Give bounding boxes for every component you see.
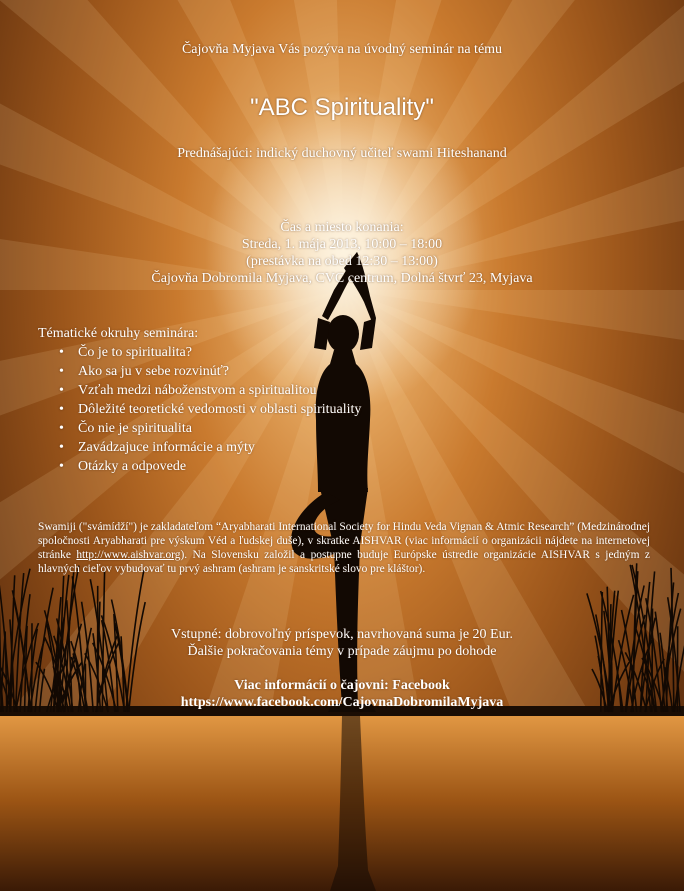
fee-line: Vstupné: dobrovoľný príspevok, navrhovaná suma je 20 Eur.	[170, 627, 513, 642]
topics-section	[38, 324, 361, 476]
topic-item: • Dôležité teoretické vedomosti v oblasti spirituality	[38, 400, 361, 419]
about-paragraph	[38, 520, 650, 576]
topic-item: • Čo je to spiritualita?	[38, 343, 361, 362]
facebook-url: https://www.facebook.com/CajovnaDobromilaMyjava	[180, 695, 504, 710]
venue-break: (prestávka na obed 12:30 – 13:00)	[246, 254, 438, 269]
topics-heading: Tématické okruhy seminára:	[38, 326, 199, 341]
topic-item: • Ako sa ju v sebe rozvinúť?	[38, 362, 361, 381]
aishvar-link[interactable]: http://www.aishvar.org	[76, 549, 181, 561]
lecturer-line: Prednášajúci: indický duchovný učiteľ swami Hiteshanand	[177, 146, 507, 161]
topic-item: • Otázky a odpovede	[38, 457, 361, 476]
venue-date: Streda, 1. mája 2013, 10:00 – 18:00	[241, 237, 443, 252]
venue-place: Čajovňa Dobromila Myjava, CVC centrum, Dolná štvrť 23, Myjava	[151, 271, 533, 286]
continuation-line: Ďalšie pokračovania témy v prípade záujmu po dohode	[187, 644, 497, 659]
venue-block	[0, 219, 684, 287]
seminar-title: "ABC Spirituality"	[250, 94, 434, 121]
invitation-line: Čajovňa Myjava Vás pozýva na úvodný seminár na tému	[181, 42, 503, 57]
topic-item: • Zavádzajuce informácie a mýty	[38, 438, 361, 457]
topics-list	[38, 343, 361, 476]
topic-item: • Čo nie je spiritualita	[38, 419, 361, 438]
about-text-end: ). Na Slovensku založil a postupne buduje Európske ústredie organizácie AISHVAR s jedným z hlavných cieľov vybudovať tu prvý ashram (ashram je sanskritské slovo pre kláštor).	[38, 549, 650, 575]
more-info-block	[0, 677, 684, 711]
topic-item: • Vzťah medzi náboženstvom a spiritualitou	[38, 381, 361, 400]
more-info-line: Viac informácií o čajovni: Facebook	[234, 678, 450, 693]
venue-heading: Čas a miesto konania:	[280, 220, 404, 235]
about-text-start: Swamiji ("svámídží") je zakladateľom “Aryabharati International Society for Hindu Veda Vignan & Atmic Research” (Medzinárodnej spoločnosti Aryabharati pre výskum Véd a ľudskej duše), v skratke AISHVAR (viac informácií o organizácii nájdete na internetovej stránke	[38, 521, 650, 561]
fee-block	[0, 626, 684, 660]
